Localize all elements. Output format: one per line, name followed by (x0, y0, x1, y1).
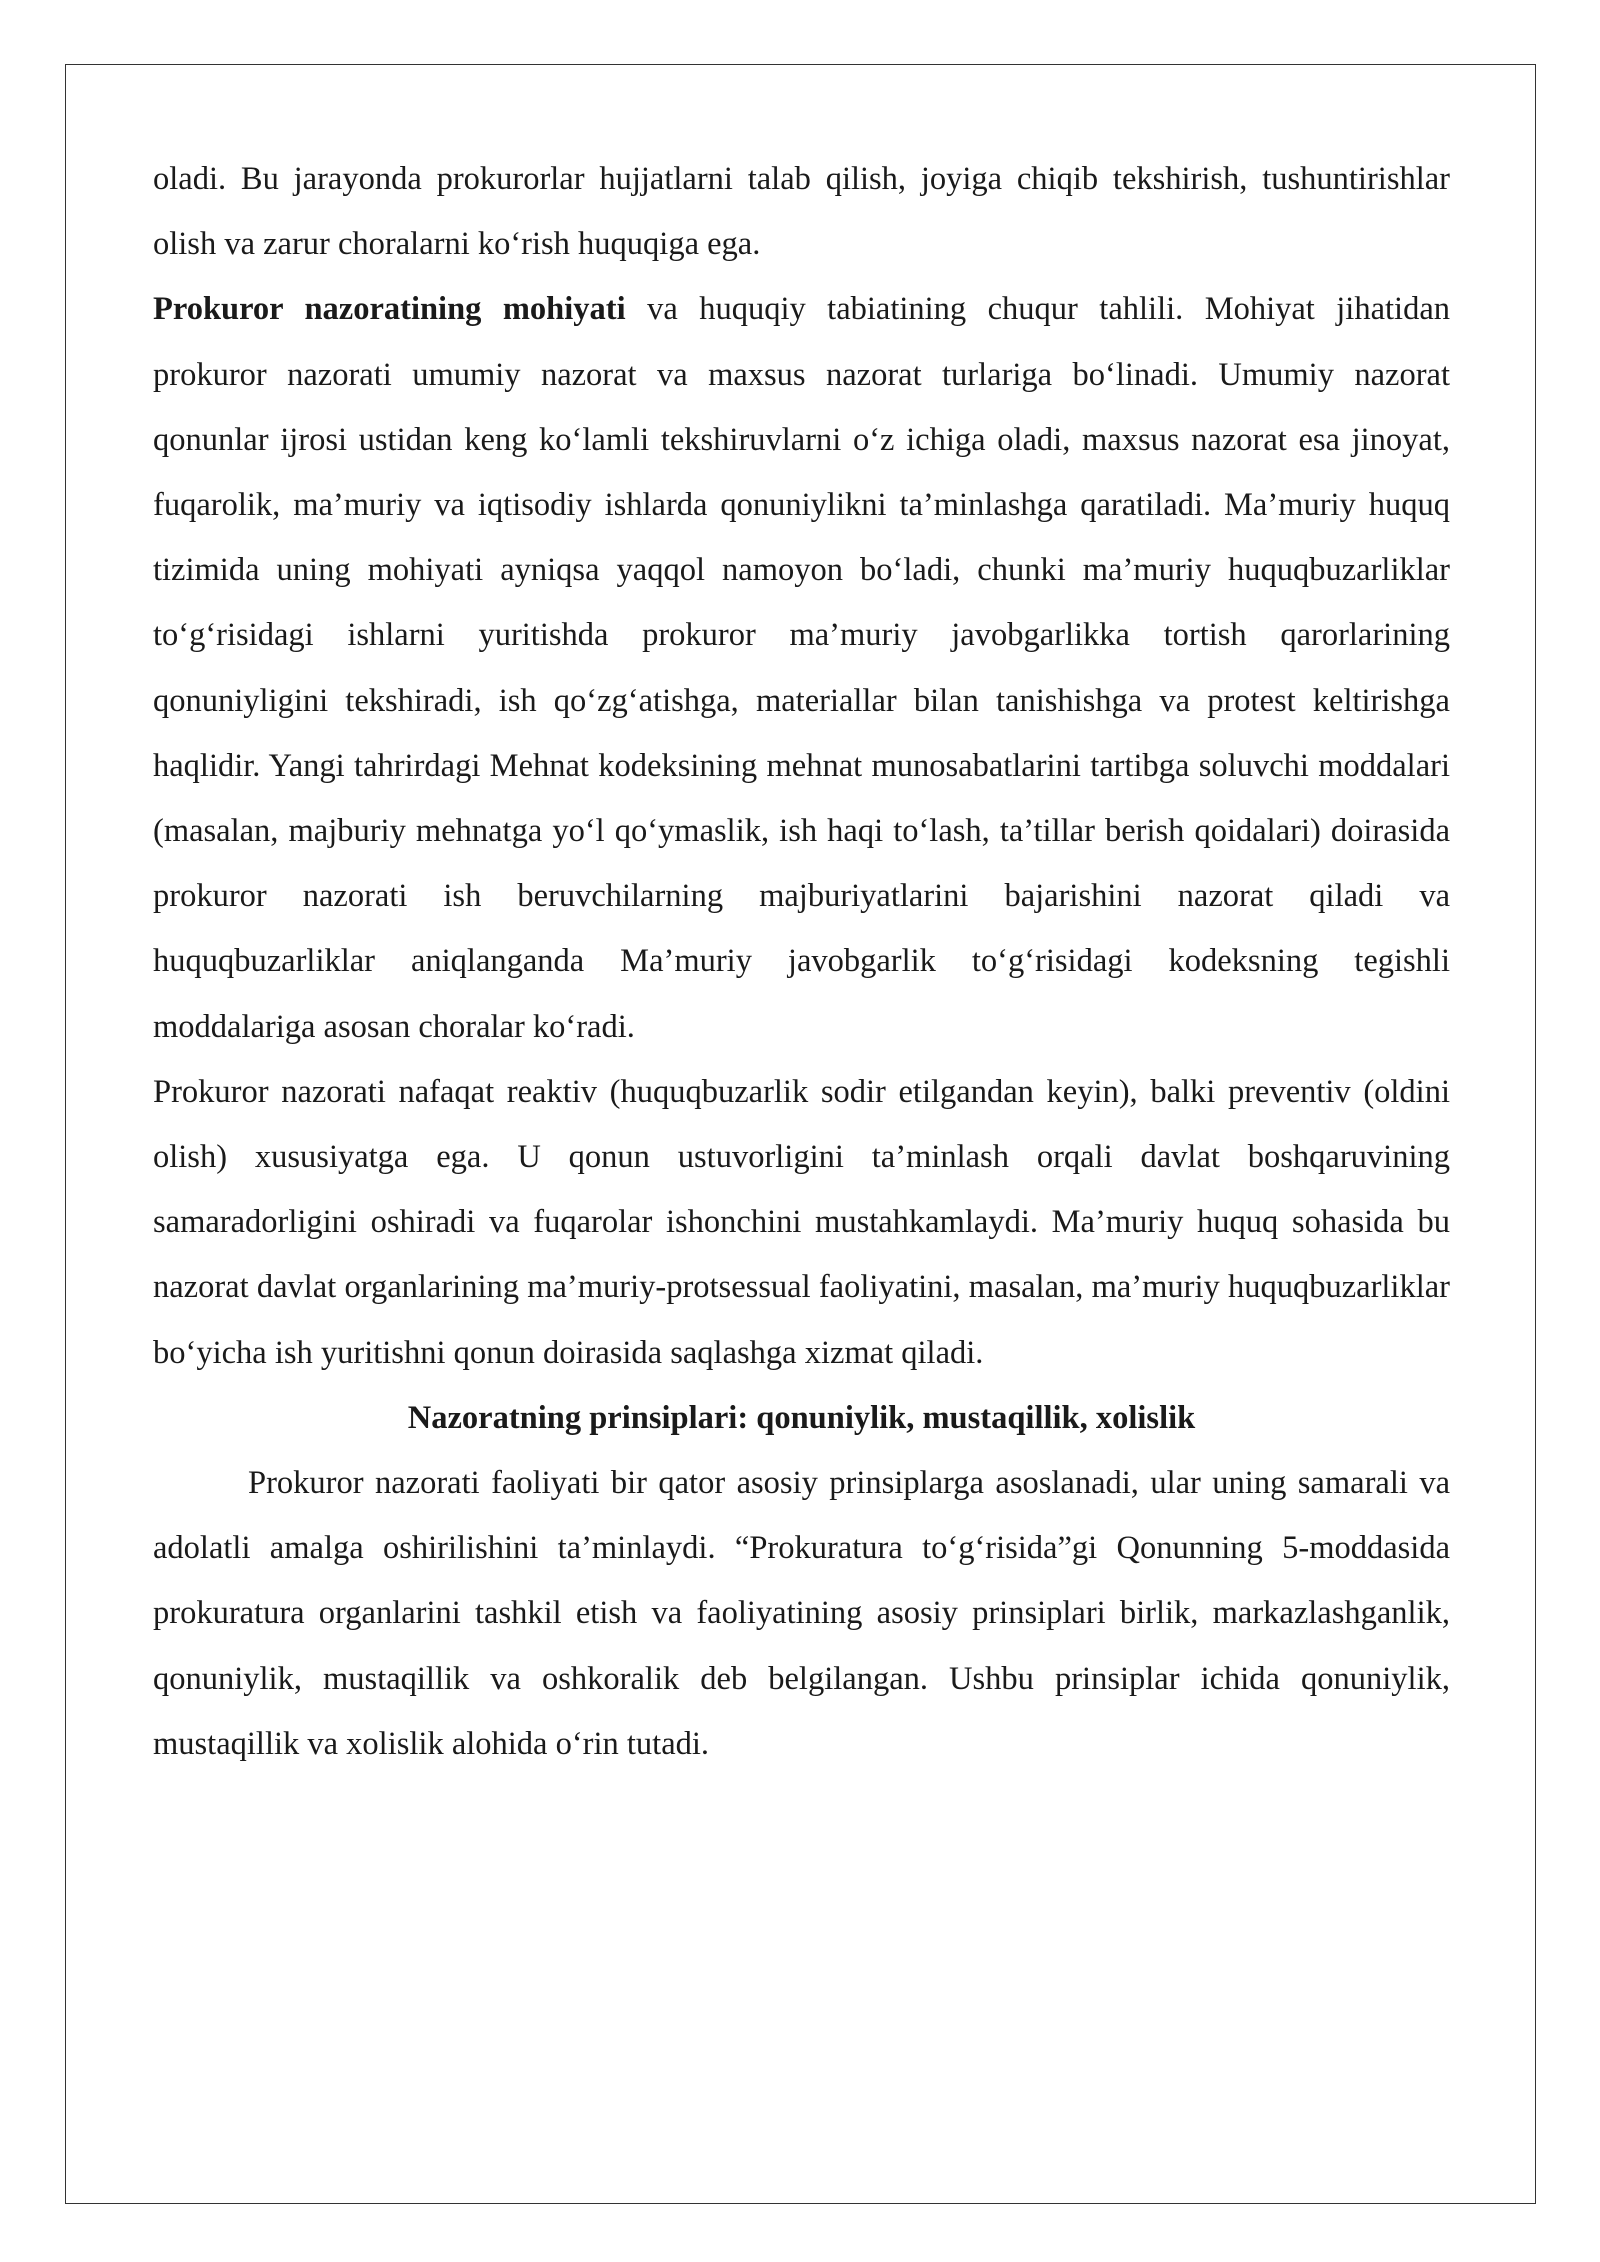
paragraph-continuation: oladi. Bu jarayonda prokurorlar hujjatlarni talab qilish, joyiga chiqib tekshirish, tushuntirishlar olish va zarur choralarni ko‘rish huquqiga ega. (153, 161, 1450, 263)
section-heading: Nazoratning prinsiplari: qonuniylik, mustaqillik, xolislik (407, 1399, 1196, 1436)
paragraph-essence-text: va huquqiy tabiatining chuqur tahlili. Mohiyat jihatidan prokuror nazorati umumiy nazorat va maxsus nazorat turlariga bo‘linadi. Umumiy nazorat qonunlar ijrosi ustidan keng ko‘lamli tekshiruvlarni o‘z ichiga oladi, maxsus nazorat esa jinoyat, fuqarolik, ma’muriy va iqtisodiy ishlarda qonuniylikni ta’minlashga qaratiladi. Ma’muriy huquq tizimida uning mohiyati ayniqsa yaqqol namoyon bo‘ladi, chunki ma’muriy huquqbuzarliklar to‘g‘risidagi ishlarni yuritishda prokuror ma’muriy javobgarlikka tortish qarorlarining qonuniyligini tekshiradi, ish qo‘zg‘atishga, materiallar bilan tanishishga va protest keltirishga haqlidir. Yangi tahrirdagi Mehnat kodeksining mehnat munosabatlarini tartibga soluvchi moddalari (masalan, majburiy mehnatga yo‘l qo‘ymaslik, ish haqi to‘lash, ta’tillar berish qoidalari) doirasida prokuror nazorati ish beruvchilarning majburiyatlarini bajarishini nazorat qiladi va huquqbuzarliklar aniqlanganda Ma’muriy javobgarlik to‘g‘risidagi kodeksning tegishli moddalariga asosan choralar ko‘radi. (153, 291, 1450, 1045)
paragraph-principles: Prokuror nazorati faoliyati bir qator asosiy prinsiplarga asoslanadi, ular uning samarali va adolatli amalga oshirilishini ta’minlaydi. “Prokuratura to‘g‘risida”gi Qonunning 5-moddasida prokuratura organlarini tashkil etish va faoliyatining asosiy prinsiplari birlik, markazlashganlik, qonuniylik, mustaqillik va oshkoralik deb belgilangan. Ushbu prinsiplar ichida qonuniylik, mustaqillik va xolislik alohida o‘rin tutadi. (153, 1465, 1450, 1762)
paragraph-essence (153, 277, 1450, 1059)
paragraph-preventive: Prokuror nazorati nafaqat reaktiv (huquqbuzarlik sodir etilgandan keyin), balki preventiv (oldini olish) xususiyatga ega. U qonun ustuvorligini ta’minlash orqali davlat boshqaruvining samaradorligini oshiradi va fuqarolar ishonchini mustahkamlaydi. Ma’muriy huquq sohasida bu nazorat davlat organlarining ma’muriy-protsessual faoliyatini, masalan, ma’muriy huquqbuzarliklar bo‘yicha ish yuritishni qonun doirasida saqlashga xizmat qiladi. (153, 1073, 1450, 1371)
document-body (153, 147, 1450, 1777)
bold-term: Prokuror nazoratining mohiyati (153, 291, 626, 328)
